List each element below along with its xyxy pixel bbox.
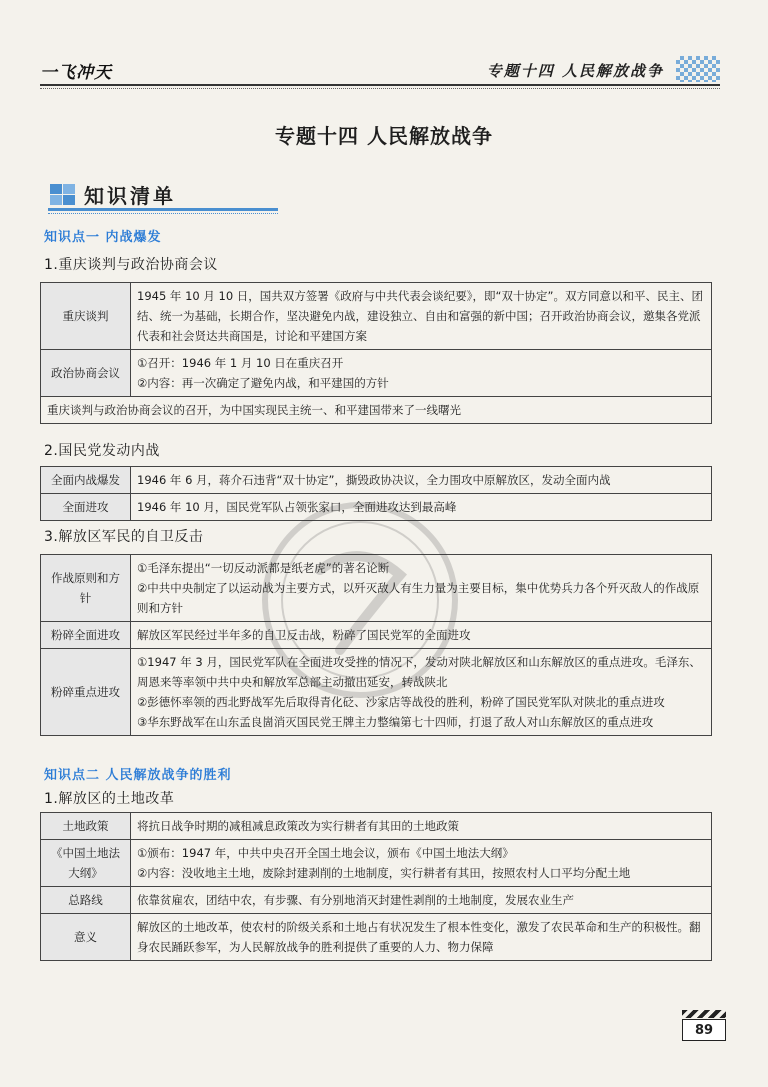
table-row: [41, 887, 712, 914]
row-content: 1946 年 10 月，国民党军队占领张家口，全面进攻达到最高峰: [131, 494, 712, 521]
row-item: ②内容：再一次确定了避免内战，和平建国的方针: [137, 376, 389, 390]
row-content: [131, 350, 712, 397]
row-summary: 重庆谈判与政治协商会议的召开，为中国实现民主统一、和平建国带来了一线曙光: [41, 397, 712, 424]
row-content: 将抗日战争时期的减租减息政策改为实行耕者有其田的土地政策: [131, 813, 712, 840]
row-label: 全面内战爆发: [41, 467, 131, 494]
kp2-sub1-heading: 1.解放区的土地改革: [44, 791, 175, 807]
checker-pattern-icon: [676, 56, 720, 82]
brand-logo-text: 一飞冲天: [40, 63, 112, 83]
row-label: 粉碎全面进攻: [41, 622, 131, 649]
row-content: 1945 年 10 月 10 日，国共双方签署《政府与中共代表会谈纪要》，即“双十协定”。双方同意以和平、民主、团结、统一为基础，长期合作，坚决避免内战，建设独立、自由和富强的新中国；召开政治协商会议，邀集各党派代表和社会贤达共商国是，讨论和平建国方案: [131, 283, 712, 350]
row-item: ③华东野战军在山东孟良崮消灭国民党王牌主力整编第七十四师，打退了敌人对山东解放区的重点进攻: [137, 715, 654, 729]
row-content: 解放区军民经过半年多的自卫反击战，粉碎了国民党军的全面进攻: [131, 622, 712, 649]
row-item: ①召开：1946 年 1 月 10 日在重庆召开: [137, 356, 344, 370]
header-title: 专题十四 人民解放战争: [486, 62, 664, 80]
row-label: 政治协商会议: [41, 350, 131, 397]
row-item: ②中共中央制定了以运动战为主要方式，以歼灭敌人有生力量为主要目标，集中优势兵力各个歼灭敌人的作战原则和方针: [137, 581, 700, 615]
kp1-sub3-heading: 3.解放区军民的自卫反击: [44, 529, 204, 545]
kp1-sub1-heading: 1.重庆谈判与政治协商会议: [44, 257, 218, 273]
row-label: 粉碎重点进攻: [41, 649, 131, 736]
row-content: 解放区的土地改革，使农村的阶级关系和土地占有状况发生了根本性变化，激发了农民革命和生产的积极性。翻身农民踊跃参军，为人民解放战争的胜利提供了重要的人力、物力保障: [131, 914, 712, 961]
page-header: [40, 52, 720, 92]
row-item: ②内容：没收地主土地，废除封建剥削的土地制度，实行耕者有其田，按照农村人口平均分配土地: [137, 866, 631, 880]
row-label: 总路线: [41, 887, 131, 914]
kp1-sub2-heading: 2.国民党发动内战: [44, 443, 160, 459]
watermark-seal-icon: [250, 480, 470, 720]
table-land-reform: [40, 812, 712, 961]
table-row: [41, 397, 712, 424]
row-label: 土地政策: [41, 813, 131, 840]
row-label: 作战原则和方针: [41, 555, 131, 622]
section-banner-title: 知识清单: [84, 184, 176, 208]
table-row: [41, 350, 712, 397]
page-number-badge: [682, 1010, 726, 1042]
kp1-title: 知识点一 内战爆发: [44, 230, 162, 245]
table-row: [41, 283, 712, 350]
banner-bar-dotted: [48, 213, 278, 214]
row-item: ①毛泽东提出“一切反动派都是纸老虎”的著名论断: [137, 561, 390, 575]
table-row: [41, 813, 712, 840]
page-title: 专题十四 人民解放战争: [275, 124, 493, 148]
kp2-title: 知识点二 人民解放战争的胜利: [44, 768, 232, 783]
row-content: 依靠贫雇农，团结中农，有步骤、有分别地消灭封建性剥削的土地制度，发展农业生产: [131, 887, 712, 914]
row-item: ①颁布：1947 年，中共中央召开全国土地会议，颁布《中国土地法大纲》: [137, 846, 514, 860]
row-content: [131, 840, 712, 887]
row-label: 意义: [41, 914, 131, 961]
table-row: [41, 840, 712, 887]
puzzle-icon: [48, 182, 78, 208]
clapper-stripes-icon: [682, 1010, 726, 1018]
page-number: 89: [682, 1019, 726, 1041]
banner-bar: [48, 208, 278, 211]
row-label: 重庆谈判: [41, 283, 131, 350]
section-banner: [48, 178, 278, 214]
header-divider-dotted: [40, 88, 720, 89]
table-row: [41, 914, 712, 961]
row-item: ①1947 年 3 月，国民党军队在全面进攻受挫的情况下，发动对陕北解放区和山东解放区的重点进攻。毛泽东、周恩来等率领中共中央和解放军总部主动撤出延安，转战陕北: [137, 655, 701, 689]
table-chongqing: [40, 282, 712, 424]
row-content: 1946 年 6 月，蒋介石违背“双十协定”，撕毁政协决议，全力围攻中原解放区，发动全面内战: [131, 467, 712, 494]
row-label: 全面进攻: [41, 494, 131, 521]
row-label: 《中国土地法大纲》: [41, 840, 131, 887]
row-item: ②彭德怀率领的西北野战军先后取得青化砭、沙家店等战役的胜利，粉碎了国民党军队对陕北的重点进攻: [137, 695, 665, 709]
header-divider: [40, 84, 720, 86]
